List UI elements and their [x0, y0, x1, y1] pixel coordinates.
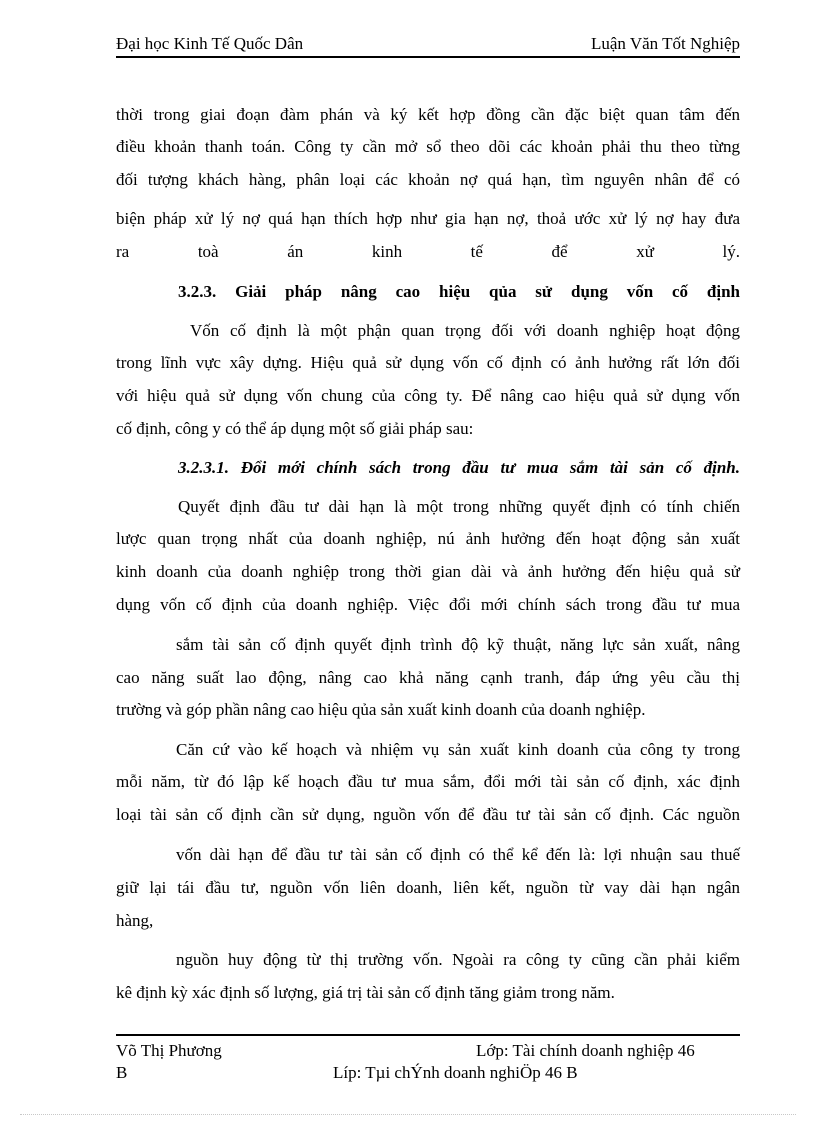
- body-line: hàng,: [116, 911, 154, 930]
- body-line: trường và góp phần nâng cao hiệu qủa sản xuất kinh doanh của doanh nghiệp.: [116, 700, 646, 719]
- page-header: [116, 34, 740, 56]
- body-line: dụng vốn cố định của doanh nghiệp. Việc đổi mới chính sách trong đầu tư mua: [116, 595, 740, 614]
- body-line: kê định kỳ xác định số lượng, giá trị tài sản cố định tăng giảm trong năm.: [116, 983, 615, 1002]
- body-line: ra toà án kinh tế để xử lý.: [116, 242, 740, 261]
- body-line: Căn cứ vào kế hoạch và nhiệm vụ sản xuất kinh doanh của công ty trong: [176, 740, 740, 759]
- page-edge-divider: [20, 1114, 796, 1115]
- body-line: Vốn cố định là một phận quan trọng đối với doanh nghiệp hoạt động: [190, 321, 740, 340]
- body-line: giữ lại tái đầu tư, nguồn vốn liên doanh, liên kết, nguồn từ vay dài hạn ngân: [116, 878, 740, 897]
- subsection-heading-3-2-3-1: 3.2.3.1. Đổi mới chính sách trong đầu tư mua sắm tài sản cố định.: [178, 458, 740, 477]
- body-line: thời trong giai đoạn đàm phán và ký kết hợp đồng cần đặc biệt quan tâm đến: [116, 105, 740, 124]
- body-line: lược quan trọng nhất của doanh nghiệp, nú ảnh hưởng đến hoạt động sản xuất: [116, 529, 740, 548]
- body-line: cao năng suất lao động, nâng cao khả năng cạnh tranh, đáp ứng yêu cầu thị: [116, 668, 740, 687]
- body-line: đối tượng khách hàng, phân loại các khoản nợ quá hạn, tìm nguyên nhân để có: [116, 170, 740, 189]
- header-rule: [116, 56, 740, 58]
- body-line: với hiệu quả sử dụng vốn chung của công ty. Để nâng cao hiệu quả sử dụng vốn: [116, 386, 740, 405]
- body-line: biện pháp xử lý nợ quá hạn thích hợp như gia hạn nợ, thoả ước xử lý nợ hay đưa: [116, 209, 740, 228]
- body-line: nguồn huy động từ thị trường vốn. Ngoài ra công ty cũng cần phải kiểm: [176, 950, 740, 969]
- section-heading-3-2-3: 3.2.3. Giải pháp nâng cao hiệu qủa sử dụng vốn cố định: [178, 282, 740, 301]
- header-thesis-label: Luận Văn Tốt Nghiệp: [590, 34, 740, 53]
- header-university: Đại học Kinh Tế Quốc Dân: [116, 34, 304, 53]
- footer-author-initial: B: [116, 1063, 128, 1082]
- footer-class: Lớp: Tài chính doanh nghiệp 46: [476, 1041, 695, 1060]
- footer-rule: [116, 1034, 740, 1036]
- body-line: trong lĩnh vực xây dựng. Hiệu quả sử dụng vốn cố định có ảnh hưởng rất lớn đối: [116, 353, 740, 372]
- body-line: kinh doanh của doanh nghiệp trong thời gian dài và ảnh hưởng đến hiệu quả sử: [116, 562, 740, 581]
- body-line: vốn dài hạn để đầu tư tài sản cố định có thể kể đến là: lợi nhuận sau thuế: [176, 845, 740, 864]
- body-line: cố định, công y có thể áp dụng một số giải pháp sau:: [116, 419, 474, 438]
- body-line: sắm tài sản cố định quyết định trình độ kỹ thuật, năng lực sản xuất, nâng: [176, 635, 740, 654]
- body-line: điều khoản thanh toán. Công ty cần mở sổ theo dõi các khoản phải thu theo từng: [116, 137, 740, 156]
- body-line: Quyết định đầu tư dài hạn là một trong những quyết định có tính chiến: [178, 497, 740, 516]
- body-line: loại tài sản cố định cần sử dụng, nguồn vốn để đầu tư tài sản cố định. Các nguồn: [116, 805, 740, 824]
- footer-class-garbled: Líp: Tµi chÝnh doanh nghiÖp 46 B: [333, 1063, 578, 1082]
- footer-author: Võ Thị Phương: [116, 1041, 222, 1060]
- body-line: mỗi năm, từ đó lập kế hoạch đầu tư mua sắm, đổi mới tài sản cố định, xác định: [116, 772, 740, 791]
